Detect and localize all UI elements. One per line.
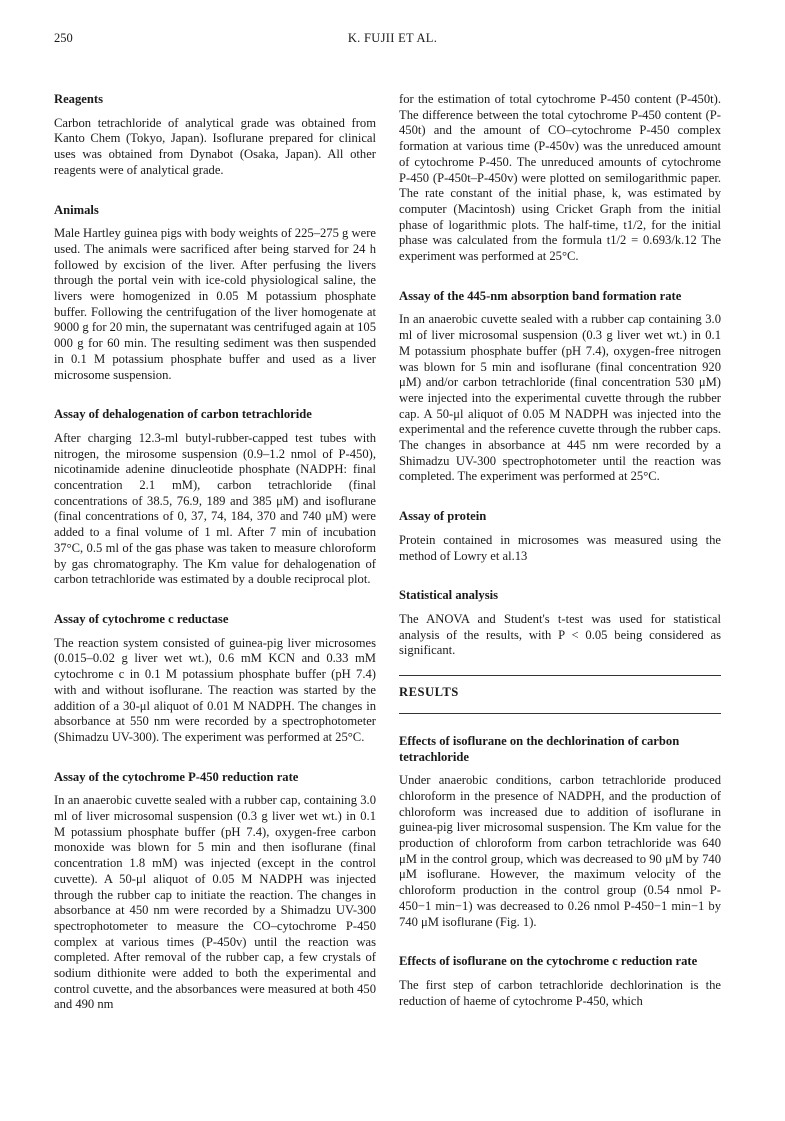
section-text: The reaction system consisted of guinea-pig liver microsomes (0.015–0.02 g liver wet wt.), 0.6 mM KCN and 0.33 mM cytochrome c in 0.1 M potassium phosphate buffer (pH 7.4) with and without isoflurane. The reaction was started by the addition of a 30-μl aliquot of 0.01 M NADPH. The changes in absorbance at 550 nm were recorded by a spectrophotometer (Shimadzu UV-300). The experiment was performed at 25°C.: [54, 635, 376, 744]
section-text: In an anaerobic cuvette sealed with a rubber cap, containing 3.0 ml of liver microsomal suspension (0.3 g liver wet wt.) in 0.1 M potassium phosphate buffer (pH 7.4), oxygen-free carbon monoxide was blown for 5 min and then isoflurane (final concentration 1.8 mM) was injected (except in the control cuvette). A 50-μl aliquot of 0.05 M NADPH was injected through the rubber cap to initiate the reaction. The changes in absorbance at 450 nm were recorded by a Shimadzu UV-300 spectrophotometer to measure the CO–cytochrome P-450 complex at various times (P-450v) until the reaction was completed. After removal of the rubber cap, a few crystals of sodium dithionite were added to both the experimental and control cuvette, and the absorbances were measured at both 450 and 490 nm: [54, 793, 376, 1012]
section-heading: Assay of dehalogenation of carbon tetrachloride: [54, 407, 312, 422]
section-text: The first step of carbon tetrachloride dechlorination is the reduction of haeme of cytochrome P-450, which: [399, 977, 721, 1008]
results-heading-block: [399, 675, 721, 714]
section-heading: Effects of isoflurane on the dechlorination of carbon tetrachloride: [399, 733, 680, 764]
section-text: In an anaerobic cuvette sealed with a rubber cap containing 3.0 ml of liver microsomal suspension (0.3 g liver wet wt.) in 0.1 M potassium phosphate buffer (pH 7.4), oxygen-free nitrogen was blown for 5 min and isoflurane (final concentration 920 μM) and/or carbon tetrachloride (final concentration 530 μM) were injected into the experimental cuvette through the rubber cap. A 50-μl aliquot of 0.05 M NADPH was injected into the experimental and the reference cuvette through the rubber caps. The changes in absorbance at 445 nm were recorded by a Shimadzu UV-300 spectrophotometer until the reaction was completed. The experiment was performed at 25°C.: [399, 312, 721, 484]
section-protein-assay: [399, 509, 721, 564]
section-text: Protein contained in microsomes was measured using the method of Lowry et al.13: [399, 532, 721, 563]
section-reagents: [54, 92, 376, 179]
section-text: After charging 12.3-ml butyl-rubber-capped test tubes with nitrogen, the mirosome suspension (0.9–1.2 nmol of P-450), nicotinamide adenine dinucleotide phosphate (NADPH: final concentration 2.1 mM), carbon tetrachloride (final concentrations of 38.5, 76.9, 189 and 385 μM) and isoflurane (final concentrations of 0, 37, 74, 184, 370 and 740 μM) were added to a final volume of 1 ml. After 7 min of incubation 37°C, 0.5 ml of the gas phase was taken to measure chloroform by gas chromatography. The Km value for dehalogenation of carbon tetrachloride was estimated by a double reciprocal plot.: [54, 430, 376, 587]
section-heading: Effects of isoflurane on the cytochrome c reduction rate: [399, 954, 698, 969]
section-heading: Assay of the cytochrome P-450 reduction rate: [54, 769, 299, 784]
right-column: [399, 92, 721, 1009]
section-cytochrome-c-reductase-assay: [54, 612, 376, 746]
left-column: [54, 92, 376, 1013]
section-heading: Statistical analysis: [399, 588, 499, 603]
section-dehalogenation-assay: [54, 407, 376, 588]
section-animals: [54, 203, 376, 384]
section-text: Carbon tetrachloride of analytical grade was obtained from Kanto Chem (Tokyo, Japan). Isoflurane prepared for clinical uses was obtained from Dynabot (Osaka, Japan). All other reagents were of analytical grade.: [54, 115, 376, 177]
section-cytochrome-c-reduction-effects: [399, 954, 721, 1009]
section-text: The ANOVA and Student's t-test was used for statistical analysis of the results, with P < 0.05 being considered as significant.: [399, 611, 721, 658]
section-445nm-band-assay: [399, 289, 721, 485]
section-p450-reduction-assay: [54, 770, 376, 1014]
section-text: for the estimation of total cytochrome P-450 content (P-450t). The difference between the total cytochrome P-450 content (P-450t) and the amount of CO–cytochrome P-450 complex formation at various time (P-450v) was the unreduced amount of cytochrome P-450. The unreduced amounts of cytochrome P-450 (P-450t–P-450v) were plotted on semilogarithmic paper. The rate constant of the initial phase, k, was estimated by computer (Macintosh) using Cricket Graph from the initial phase of logarithmic plots. The half-time, t1/2, for the initial phase was calculated from the formula t1/2 = 0.693/k.12 The experiment was performed at 25°C.: [399, 92, 721, 264]
section-heading: Reagents: [54, 92, 103, 106]
section-dechlorination-effects: [399, 734, 721, 930]
results-heading: RESULTS: [399, 685, 459, 700]
running-head: [54, 31, 731, 49]
section-heading: Assay of the 445-nm absorption band formation rate: [399, 288, 682, 303]
section-heading: Assay of cytochrome c reductase: [54, 611, 229, 626]
section-text: Male Hartley guinea pigs with body weights of 225–275 g were used. The animals were sacrificed after being starved for 24 h followed by excision of the liver. After perfusing the livers through the portal vein with ice-cold physiological saline, the livers were homogenized in 0.05 M potassium phosphate buffer. Following the centrifugation of the liver homogenate at 9000 g for 20 min, the supernatant was centrifuged again at 105 000 g for 60 min. The resulting sediment was then suspended in 0.1 M potassium phosphate buffer and used as a liver microsome suspension.: [54, 226, 376, 382]
section-continued-text: [399, 92, 721, 265]
running-title: K. FUJII ET AL.: [347, 31, 438, 45]
page-number: 250: [54, 31, 73, 45]
section-statistical-analysis: [399, 588, 721, 659]
section-text: Under anaerobic conditions, carbon tetrachloride produced chloroform in the presence of NADPH, and the production of chloroform was increased due to addition of isoflurane in guinea-pig liver microsomal suspension. The Km value for the production of chloroform from carbon tetrachloride was 640 μM in the control group, which was decreased to 90 μM by 740 μM isoflurane. However, the maximum velocity of the chloroform production in the control group (0.54 nmol P-450−1 min−1) was decreased to 0.26 nmol P-450−1 min−1 by 740 μM isoflurane (Fig. 1).: [399, 773, 721, 929]
section-heading: Assay of protein: [399, 509, 487, 524]
section-heading: Animals: [54, 202, 99, 217]
